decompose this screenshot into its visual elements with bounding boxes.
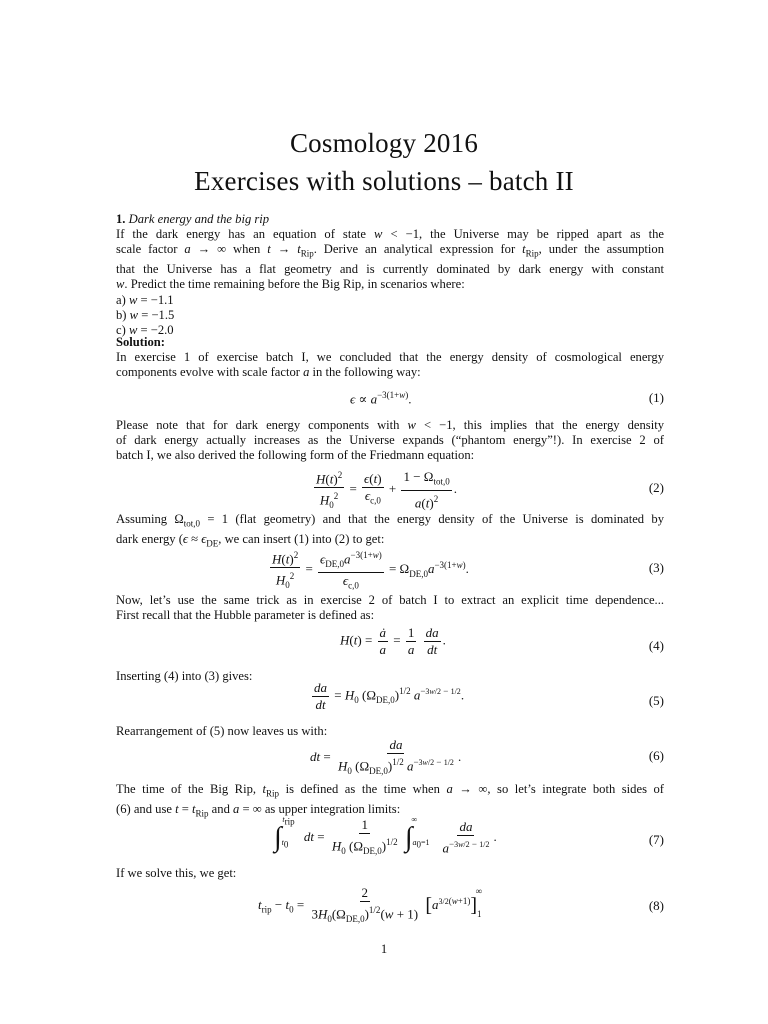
scenario-b: b) w = −1.5 bbox=[116, 307, 175, 322]
solution-paragraph-5: Inserting (4) into (3) gives: bbox=[116, 669, 253, 683]
exercise-text-line: If the dark energy has an equation of state w < −1, the Universe may be ripped apart as the bbox=[116, 227, 664, 242]
solution-text-line: components evolve with scale factor a in the following way: bbox=[116, 365, 421, 380]
solution-paragraph-6: Rearrangement of (5) now leaves us with: bbox=[116, 724, 328, 738]
solution-text-line: In exercise 1 of exercise batch I, we concluded that the energy density of cosmological energy bbox=[116, 350, 664, 365]
equation-8: $t_{rip} - t_0$ = $\frac{2}{3H_0(\Omega_{DE,0})^{1/2}(w + 1)}$ $[a^{3/2(w+1)}]_1^\infty$ (8) bbox=[258, 885, 664, 924]
solution-paragraph-8: If we solve this, we get: bbox=[116, 866, 237, 880]
exercise-text-line: w. Predict the time remaining before the Big Rip, in scenarios where: bbox=[116, 277, 465, 292]
equation-6: dt = $\frac{da}{H_0 (\Omega_{DE,0})^{1/2} a^{-3w/2 - 1/2}}$ . (6) bbox=[310, 737, 664, 776]
scenario-c: c) w = −2.0 bbox=[116, 322, 174, 337]
equation-7: $\int_{t_0}^{t_{rip}}$ dt = $\frac{1}{H_0 (\Omega_{DE,0})^{1/2}}$ $\int_{a_0=1}^\infty$ $\frac{da}{a^{-3w/2 - 1/2}}$ . (7) bbox=[274, 814, 664, 856]
solution-paragraph-4: Now, let’s use the same trick as in exercise 2 of batch I to extract an explicit time dependence... First recall that the Hubble parameter is defined as: bbox=[116, 593, 664, 623]
equation-1: $\epsilon \propto a^{-3(1+w)}$. (1) bbox=[350, 390, 664, 407]
exercise-1 bbox=[116, 212, 664, 338]
document-subtitle: Exercises with solutions – batch II bbox=[194, 166, 574, 196]
equation-4: H(t) = $\frac{ȧ}{a}$ = $\frac{1}{a}$ $\frac{da}{dt}$ . (4) bbox=[340, 625, 664, 657]
document-title: Cosmology 2016 bbox=[289, 128, 479, 158]
solution-intro bbox=[116, 335, 664, 381]
solution-paragraph-7: The time of the Big Rip, $t_{Rip}$ is defined as the time when a → ∞, so let’s integrate both sides of (6) and use $t = t_{Rip}$ and a = ∞ as upper integration limits: bbox=[116, 782, 664, 819]
equation-5: $\frac{da}{dt}$ = $H_0$ $(\Omega_{DE,0})^{1/2}$ $a^{-3w/2 - 1/2}$. (5) bbox=[314, 680, 664, 712]
exercise-text-line: scale factor a → ∞ when $t \to t_{Rip}$. Derive an analytical expression for $t_{Rip}$, under the assumption bbox=[116, 242, 664, 259]
exercise-text-line: that the Universe has a flat geometry and is currently dominated by dark energy with constant bbox=[116, 262, 664, 277]
scenario-a: a) w = −1.1 bbox=[116, 292, 174, 307]
solution-paragraph-3: Assuming $\Omega_{tot,0} = 1$ (flat geometry) and that the energy density of the Universe is dominated by dark energy ($\epsilon \approx \epsilon_{DE}$, we can insert (1) into (2) to get: bbox=[116, 512, 665, 549]
equation-2: $\frac{H(t)^2}{H_0^2}$ = $\frac{\epsilon(t)}{\epsilon_{c,0}}$ + $\frac{1 - \Omega_{tot,0}}{a(t)^2}$ . (2) bbox=[316, 469, 664, 511]
page-number: 1 bbox=[380, 942, 388, 956]
exercise-heading: 1. Dark energy and the big rip bbox=[116, 212, 270, 226]
equation-3: $\frac{H(t)^2}{H_0^2}$ = $\frac{\epsilon_{DE,0}a^{-3(1+w)}}{\epsilon_{c,0}}$ = $\Omega_{DE,0}a^{-3(1+w)}$. (3) bbox=[272, 550, 664, 591]
solution-paragraph-2: Please note that for dark energy components with w < −1, this implies that the energy density of dark energy actually increases as the Universe expands (“phantom energy”!). In exercise 2 of batch I, we also derived the following form of the Friedmann equation: bbox=[116, 418, 664, 463]
solution-heading: Solution: bbox=[116, 335, 165, 349]
